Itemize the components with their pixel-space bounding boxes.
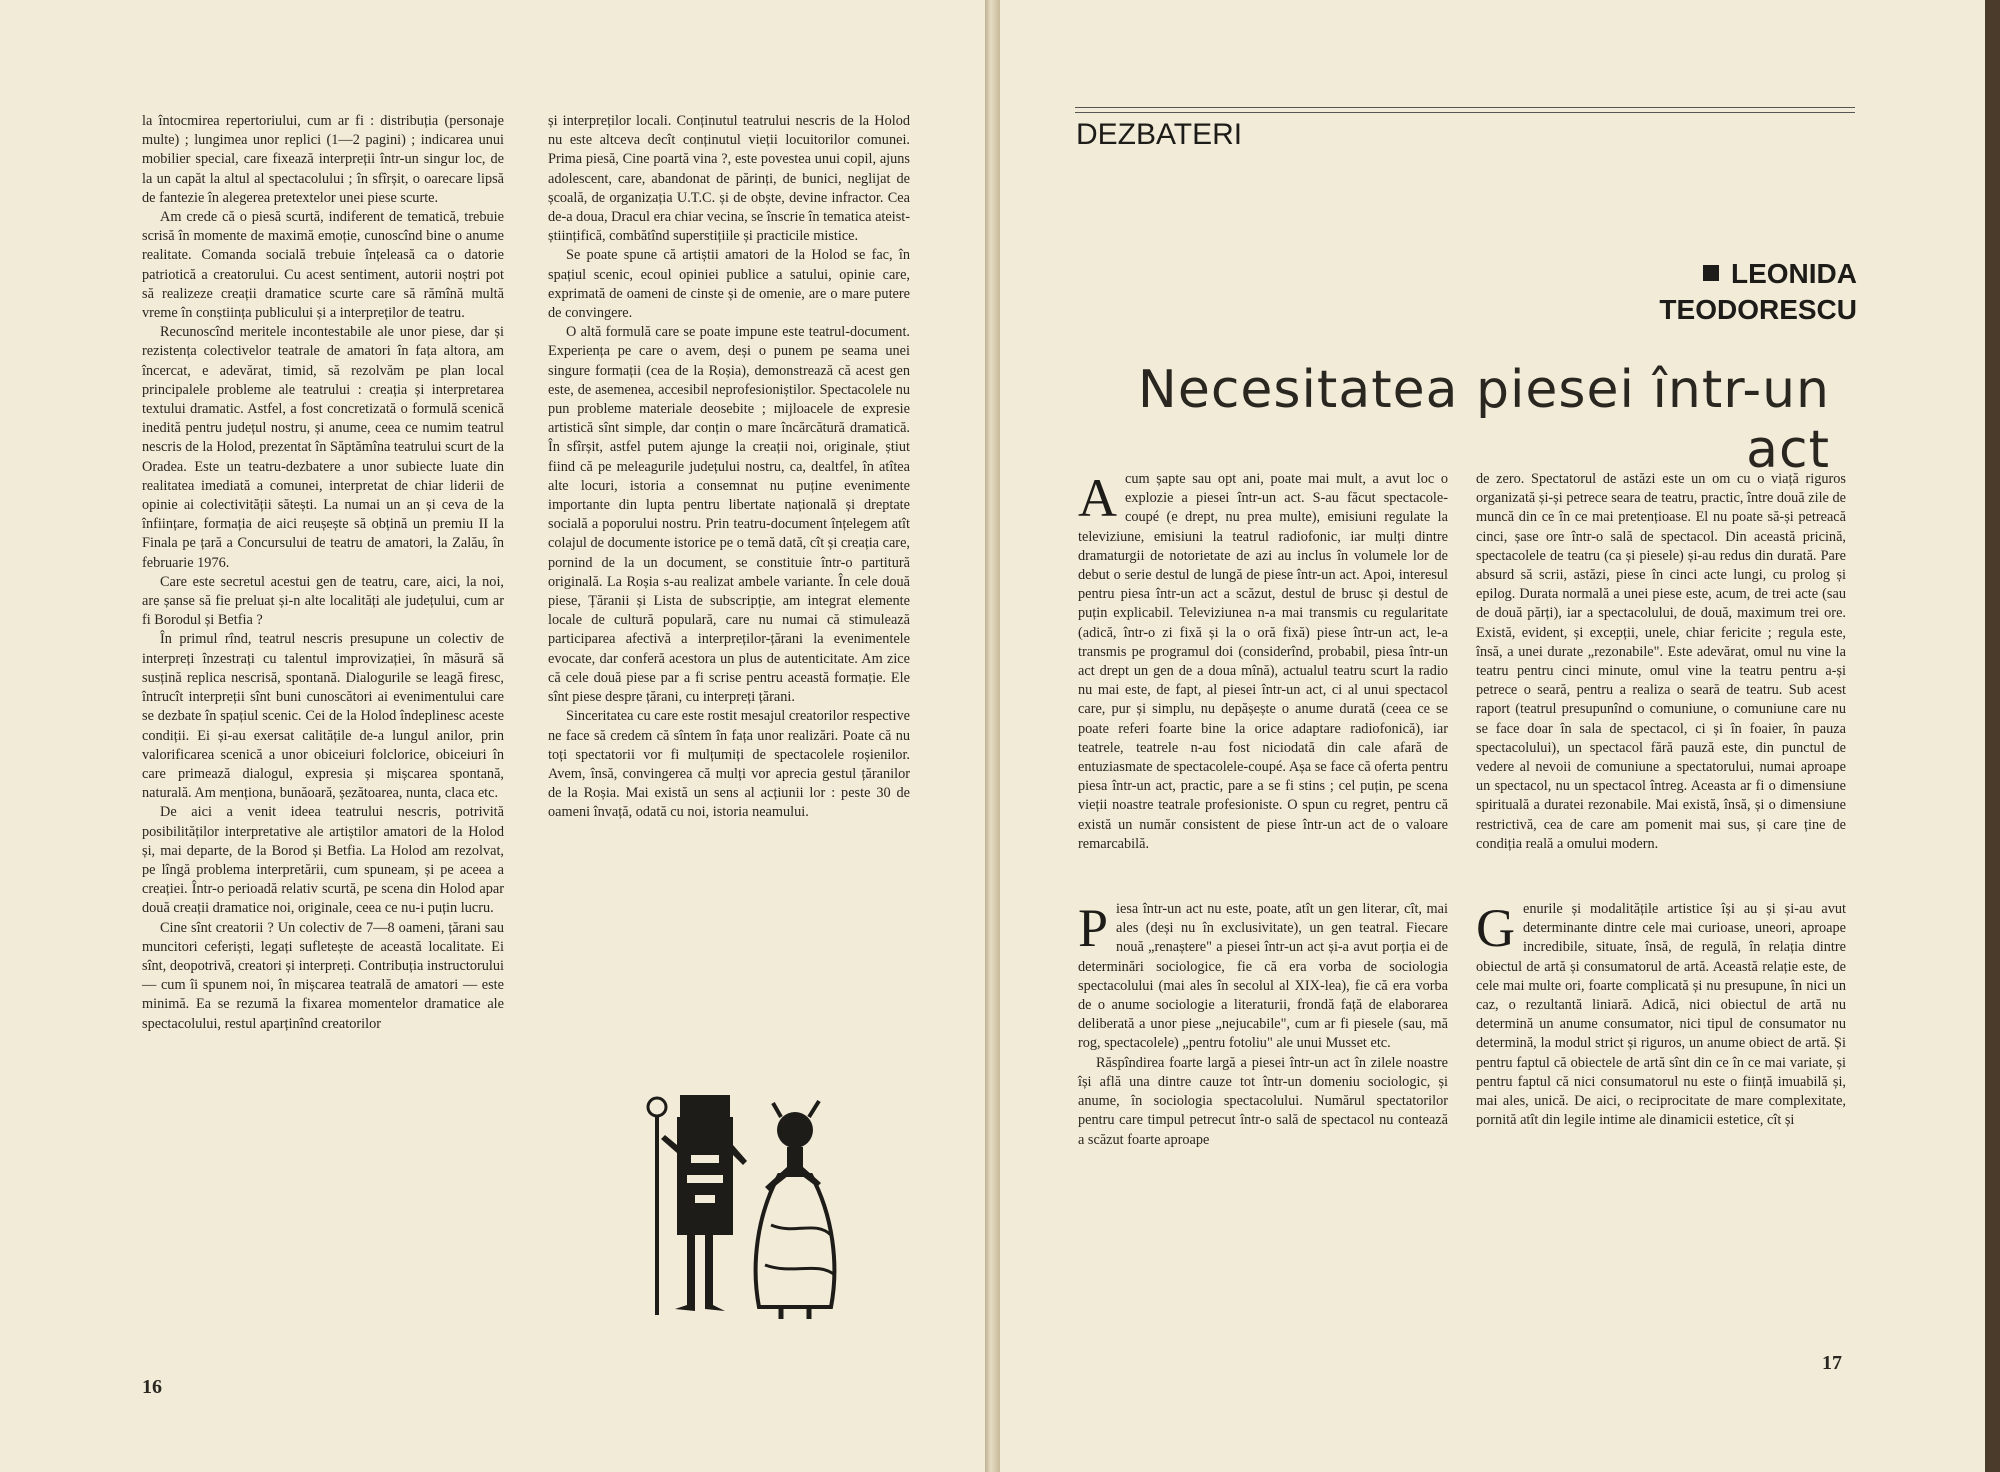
author-last-name: TEODORESCU — [1659, 294, 1857, 325]
drop-cap: A — [1078, 468, 1117, 528]
right-column-2 — [1476, 470, 1846, 1131]
page-number-left: 16 — [142, 1376, 162, 1398]
paragraph: la întocmirea repertoriului, cum ar fi : distribuția (personaje multe) ; lungimea unor replici (1—2 pagini) ; indicarea unui mobilier special, care fixează interpreții într-un singur loc, de la un capăt la altul al spectacolului ; în sfîrșit, o oarecare lipsă de fantezie în alegerea pretextelor unei piese scurte. — [142, 113, 504, 206]
paragraph: de zero. Spectatorul de astăzi este un om cu o viață riguros organizată și-și petrece seara de teatru, practic, între două zile de muncă din ce în ce mai pretențioase. El nu poate să-și petreacă cinci, șase ore într-o sală de spectacol. Din această pricină, spectacolele de teatru (ca și piesele) și-au redus din durată. Pare absurd să scrii, astăzi, piese în cinci acte lungi, cu prolog și epilog. Durata normală a unei piese este, acum, de trei acte (sau de două părți), iar a spectacolului, de două, maximum trei ore. Există, evident, și excepții, unele, chiar fericite ; regula este, însă, a unei durate „rezonabile". Este adevărat, omul nu vine la teatru pentru cinci minute, omul vine la teatru pentru a-și petrece o seară, pentru a realiza o seară de teatru. Sub acest raport (teatrul presupunînd o comuniune, o comuniune care nu se face doar în sala de spectacol, ci și în foaier, în pauza spectacolului), un spectacol fără pauză este, din punctul de vedere al nevoii de comuniune a spectatorului, numai aproape un spectacol, nu un spectacol întreg. Aceasta ar fi o dimensiune spirituală a duratei rezonabile. Mai există, însă, și o dimensiune restrictivă, cea de care am pomenit mai sus, și care ține de condiția reală a omului modern. — [1476, 471, 1846, 852]
header-rule-top — [1075, 107, 1855, 108]
right-column-1 — [1078, 470, 1448, 1150]
paragraph: Acum șapte sau opt ani, poate mai mult, a avut loc o explozie a piesei într-un act. S-au făcut spectacole-coupé (e drept, nu prea multe), emisiuni regulate la televiziune, emisiuni la teatrul radiofonic, iar mulți dintre dramaturgii de notorietate de azi au inclus în volumele lor de debut o serie destul de lungă de piese într-un act. Apoi, interesul pentru piesa într-un act a scăzut, destul de brusc și destul de puțin explicabil. Televiziunea n-a mai transmis cu regularitate (adică, într-o zi fixă și la o oră fixă) piese într-un act, le-a transmis pe programul doi (considerînd, probabil, piesa într-un act drept un gen de a doua mînă), actualul teatru scurt la radio nu mai este, de fapt, al piesei într-un act, ci al unui spectacol care, pur și simplu, nu depășește o anume durată (ceea ce se poate referi foarte bine la orice adaptare radiofonică), iar teatrele, teatrele n-au fost niciodată din cale afară de entuziasmate de spectacolele-coupé. Așa se face că oferta pentru piesa într-un act, practic, pare a se fi stins ; cel puțin, pe scena vieții noastre teatrale profesioniste. O spun cu regret, pentru că există un număr consistent de piese într-un act de o valoare remarcabilă. — [1078, 468, 1448, 852]
paragraph: De aici a venit ideea teatrului nescris, potrivită posibilităților interpretative ale artiștilor amatori de la Holod și, mai departe, de la Borod și Betfia. La Holod am rezolvat, pe lîngă problema interpretării, cum spuneam, și pe aceea a creației. Într-o perioadă relativ scurtă, pe scena din Holod apar două creații dramatice noi, originale, ceea ce nu-i puțin lucru. — [142, 804, 504, 917]
drop-cap: P — [1078, 898, 1109, 959]
author-first-name: LEONIDA — [1731, 258, 1857, 289]
right-page — [1000, 0, 1985, 1472]
paragraph: Cine sînt creatorii ? Un colectiv de 7—8 oameni, țărani sau muncitori ceferiști, legați sufletește de această localitate. Ei sînt, deopotrivă, creatori și interpreți. Contribuția instructorului — cum îi spunem noi, în mișcarea teatrală de amatori — este minimă. Ea se rezumă la fixarea momentelor dramatice ale spectacolului, restul aparținînd creatorilor — [142, 919, 504, 1032]
paragraph: În primul rînd, teatrul nescris presupune un colectiv de interpreți înzestrați cu talentul improvizației, în măsură să susțină replica nescrisă, spontană. Dialogurile se leagă firesc, întrucît interpreții sînt buni cunoscători ai evenimentului care se dezbate în spațiul scenic. Cei de la Holod îndeplinesc aceste condiții. Ei și-au exersat calitățile de-a lungul anilor, prin valorificarea scenică a unor obiceiuri folclorice, obiceiuri în care primează dialogul, expresia și mișcarea spontană, naturală. Am menționa, bunăoară, șezătoarea, nunta, claca etc. — [142, 631, 504, 802]
header-rule-bottom — [1075, 112, 1855, 113]
left-column-2 — [548, 112, 910, 823]
paragraph: Care este secretul acestui gen de teatru, care, aici, la noi, are șanse să fie preluat și-n alte localități ale județului, cum ar fi Borodul și Betfia ? — [142, 573, 504, 629]
square-bullet-icon — [1703, 265, 1719, 281]
folk-figures-illustration — [595, 1075, 855, 1320]
paragraph: Am crede că o piesă scurtă, indiferent de tematică, trebuie scrisă în momente de maximă emoție, cunoscînd bine o anume realitate. Comanda socială trebuie înțeleasă ca o datorie patriotică a creatorului. Cu acest sentiment, autorii noștri pot să realizeze creații dramatice scurte care să rămînă multă vreme în conștiința publicului și a interpreților de teatru. — [142, 209, 504, 322]
paragraph: Genurile și modalitățile artistice își au și și-au avut determinante dintre cele mai curioase, uneori, aproape incredibile, situate, însă, de regulă, în relația dintre obiectul de artă și consumatorul de artă. Această relație este, de cele mai multe ori, foarte complicată și nu presupune, în nici un caz, o rezultantă liniară. Adică, nici obiectul de artă nu determină un anume consumator, nici tipul de consumator nu determină, la modul strict și riguros, un anume obiect de artă. Și pentru faptul că obiectele de artă sînt din ce în ce mai variate, și pentru faptul că nici consumatorul nu este o ființă imuabilă și, mai ales, unică. De aici, o reciprocitate de mare complexitate, pornită atît din legile intime ale dinamicii estetice, cît și — [1476, 898, 1846, 1129]
paragraph: Se poate spune că artiștii amatori de la Holod se fac, în spațiul scenic, ecoul opiniei publice a satului, opinie care, exprimată de oameni de cinste și de omenie, are o mare putere de convingere. — [548, 247, 910, 322]
paragraph: O altă formulă care se poate impune este teatrul-document. Experiența pe care o avem, deși o punem pe seama unei singure formații (cea de la Roșia), demonstrează că acest gen este, de asemenea, accesibil neprofesioniștilor. Spectacolele nu pun probleme materiale deosebite ; mijloacele de expresie artistică sînt simple, dar conțin o mare încărcătură dramatică. În sfîrșit, astfel putem ajunge la creații noi, originale, știut fiind că pe meleagurile județului nostru, ca, dealtfel, în atîtea alte locuri, istoria a consemnat nu puține evenimente importante din lupta pentru libertate națională și dreptate socială a poporului nostru. Prin teatru-document înțelegem atît colajul de documente istorice pe o temă dată, cît și creația care, pornind de la un document, se constituie într-o partitură originală. La Roșia s-au realizat ambele variante. În cele două piese, Țăranii și Lista de subscripție, am integrat elemente locale de cultură populară, care nu numai că stimulează participarea afectivă a interpreților-țărani la evenimentele evocate, dar conferă acestora un plus de autenticitate. Am zice că cele două piese par a fi scrise pentru această formație. Ele sînt piese despre țărani, cu interpreți țărani. — [548, 324, 910, 706]
paragraph: Sinceritatea cu care este rostit mesajul creatorilor respective ne face să credem că sîntem în fața unor realizări. Poate că nu toți spectatorii vor fi mulțumiți de spectacolele roșienilor. Avem, însă, convingerea că mulți vor aprecia gestul țăranilor de la Roșia. Mai există un sens al acțiunii lor : peste 30 de oameni învață, odată cu noi, istoria neamului. — [548, 708, 910, 821]
page-number-right: 17 — [1822, 1352, 1842, 1374]
author-byline — [1659, 256, 1857, 328]
paragraph: Răspîndirea foarte largă a piesei într-un act în zilele noastre își află una dintre cauze tot într-un domeniu sociologic, și anume, în sociologia spectacolului. Numărul spectatorilor pentru care timpul petrecut într-o sală de spectacol nu contează a scăzut foarte aproape — [1078, 1054, 1448, 1148]
paragraph: Recunoscînd meritele incontestabile ale unor piese, dar și rezistența colectivelor teatrale de amatori în fața altora, am încercat, e adevărat, timid, să rezolvăm pe plan local principalele probleme ale teatrului : creația și interpretarea textului dramatic. Astfel, a fost concretizată o formulă scenică inedită pentru județul nostru, și anume, ceea ce numim teatrul nescris de la Holod, prezentat în Săptămîna teatrului scurt de la Oradea. Este un teatru-dezbatere a unor subiecte luate din realitatea imediată a comunei, interpretat de chiar liderii de opinie ai colectivității sătești. La numai un an și ceva de la înființare, formația de aici reușește să obțină un premiu II la Finala pe țară a Concursului de teatru de amatori, la Zalău, în februarie 1976. — [142, 324, 504, 571]
drop-cap: G — [1476, 898, 1515, 959]
section-heading: DEZBATERI — [1076, 118, 1243, 151]
paragraph: și interpreților locali. Conținutul teatrului nescris de la Holod nu este altceva decît conținutul vieții locuitorilor comunei. Prima piesă, Cine poartă vina ?, este povestea unui copil, ajuns adolescent, care, abandonat de părinți, de bunici, neglijat de școală, de organizația U.T.C. și de obște, devine infractor. Cea de-a doua, Dracul era chiar vecina, se înscrie în tematica ateist-științifică, combătînd superstițiile și practicile mistice. — [548, 113, 911, 245]
paragraph: Piesa într-un act nu este, poate, atît un gen literar, cît, mai ales (deși nu în exclusivitate), un gen teatral. Fiecare nouă „renaștere" a piesei într-un act și-a avut porția ei de determinări sociologice, fie că era vorba de sociologia spectacolului (mai ales în secolul al XIX-lea), fie că era vorba de o anume sociologie a literaturii, frondă față de elaborarea deliberată a unor piese „nejucabile", cum ar fi piesele (sau, mă rog, spectacolele) „pentru fotoliu" ale unui Musset etc. — [1078, 898, 1448, 1052]
article-title: Necesitatea piesei într-un act — [1137, 360, 1830, 480]
cover-edge — [1985, 0, 2000, 1472]
left-column-1 — [142, 112, 504, 1034]
spine-gutter — [985, 0, 1000, 1472]
left-page — [0, 0, 985, 1472]
